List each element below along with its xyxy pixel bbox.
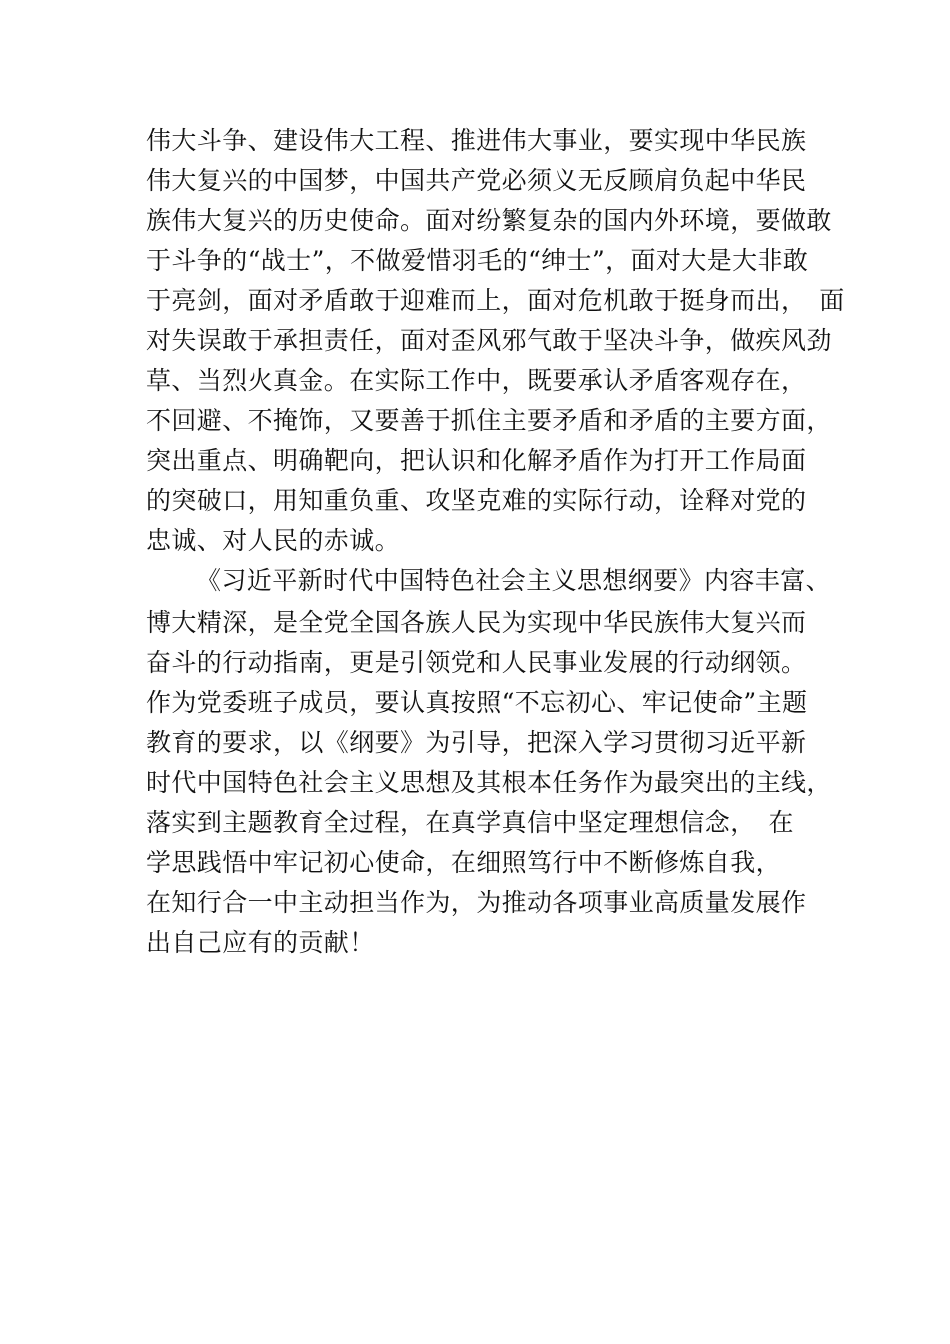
paragraph-2-line-9: 在知行合一中主动担当作为，为推动各项事业高质量发展作 — [146, 888, 807, 917]
paragraph-1-line-10: 的突破口，用知重负重、攻坚克难的实际行动，诠释对党的 — [146, 486, 807, 515]
paragraph-2-line-5: 教育的要求，以《纲要》为引导，把深入学习贯彻习近平新 — [146, 728, 807, 757]
paragraph-1-line-9: 突出重点、明确靶向，把认识和化解矛盾作为打开工作局面 — [146, 446, 807, 475]
paragraph-1-line-7: 草、当烈火真金。在实际工作中，既要承认矛盾客观存在， — [146, 366, 807, 395]
paragraph-1-line-8: 不回避、不掩饰，又要善于抓住主要矛盾和矛盾的主要方面， — [146, 406, 832, 435]
paragraph-1-line-1: 伟大斗争、建设伟大工程、推进伟大事业，要实现中华民族 — [146, 126, 807, 155]
paragraph-1-line-4: 于斗争的“战士”，不做爱惜羽毛的“绅士”，面对大是大非敢 — [146, 246, 809, 275]
paragraph-2-line-1: 《习近平新时代中国特色社会主义思想纲要》内容丰富、 — [196, 566, 832, 595]
paragraph-2-line-6: 时代中国特色社会主义思想及其根本任务作为最突出的主线， — [146, 768, 832, 797]
paragraph-2-line-4: 作为党委班子成员，要认真按照“不忘初心、牢记使命”主题 — [146, 688, 808, 717]
paragraph-2-line-8: 学思践悟中牢记初心使命，在细照笃行中不断修炼自我， — [146, 848, 782, 877]
paragraph-2-line-2: 博大精深，是全党全国各族人民为实现中华民族伟大复兴而 — [146, 608, 807, 637]
paragraph-2-line-10: 出自己应有的贡献！ — [146, 928, 375, 957]
paragraph-1-line-2: 伟大复兴的中国梦，中国共产党必须义无反顾肩负起中华民 — [146, 166, 807, 195]
paragraph-1-line-5: 于亮剑，面对矛盾敢于迎难而上，面对危机敢于挺身而出， 面 — [146, 286, 845, 315]
paragraph-1-line-6: 对失误敢于承担责任，面对歪风邪气敢于坚决斗争，做疾风劲 — [146, 326, 832, 355]
paragraph-2-line-3: 奋斗的行动指南，更是引领党和人民事业发展的行动纲领。 — [146, 648, 807, 677]
paragraph-1-line-11: 忠诚、对人民的赤诚。 — [146, 526, 401, 555]
paragraph-2-line-7: 落实到主题教育全过程，在真学真信中坚定理想信念， 在 — [146, 808, 794, 837]
paragraph-1-line-3: 族伟大复兴的历史使命。面对纷繁复杂的国内外环境，要做敢 — [146, 206, 832, 235]
